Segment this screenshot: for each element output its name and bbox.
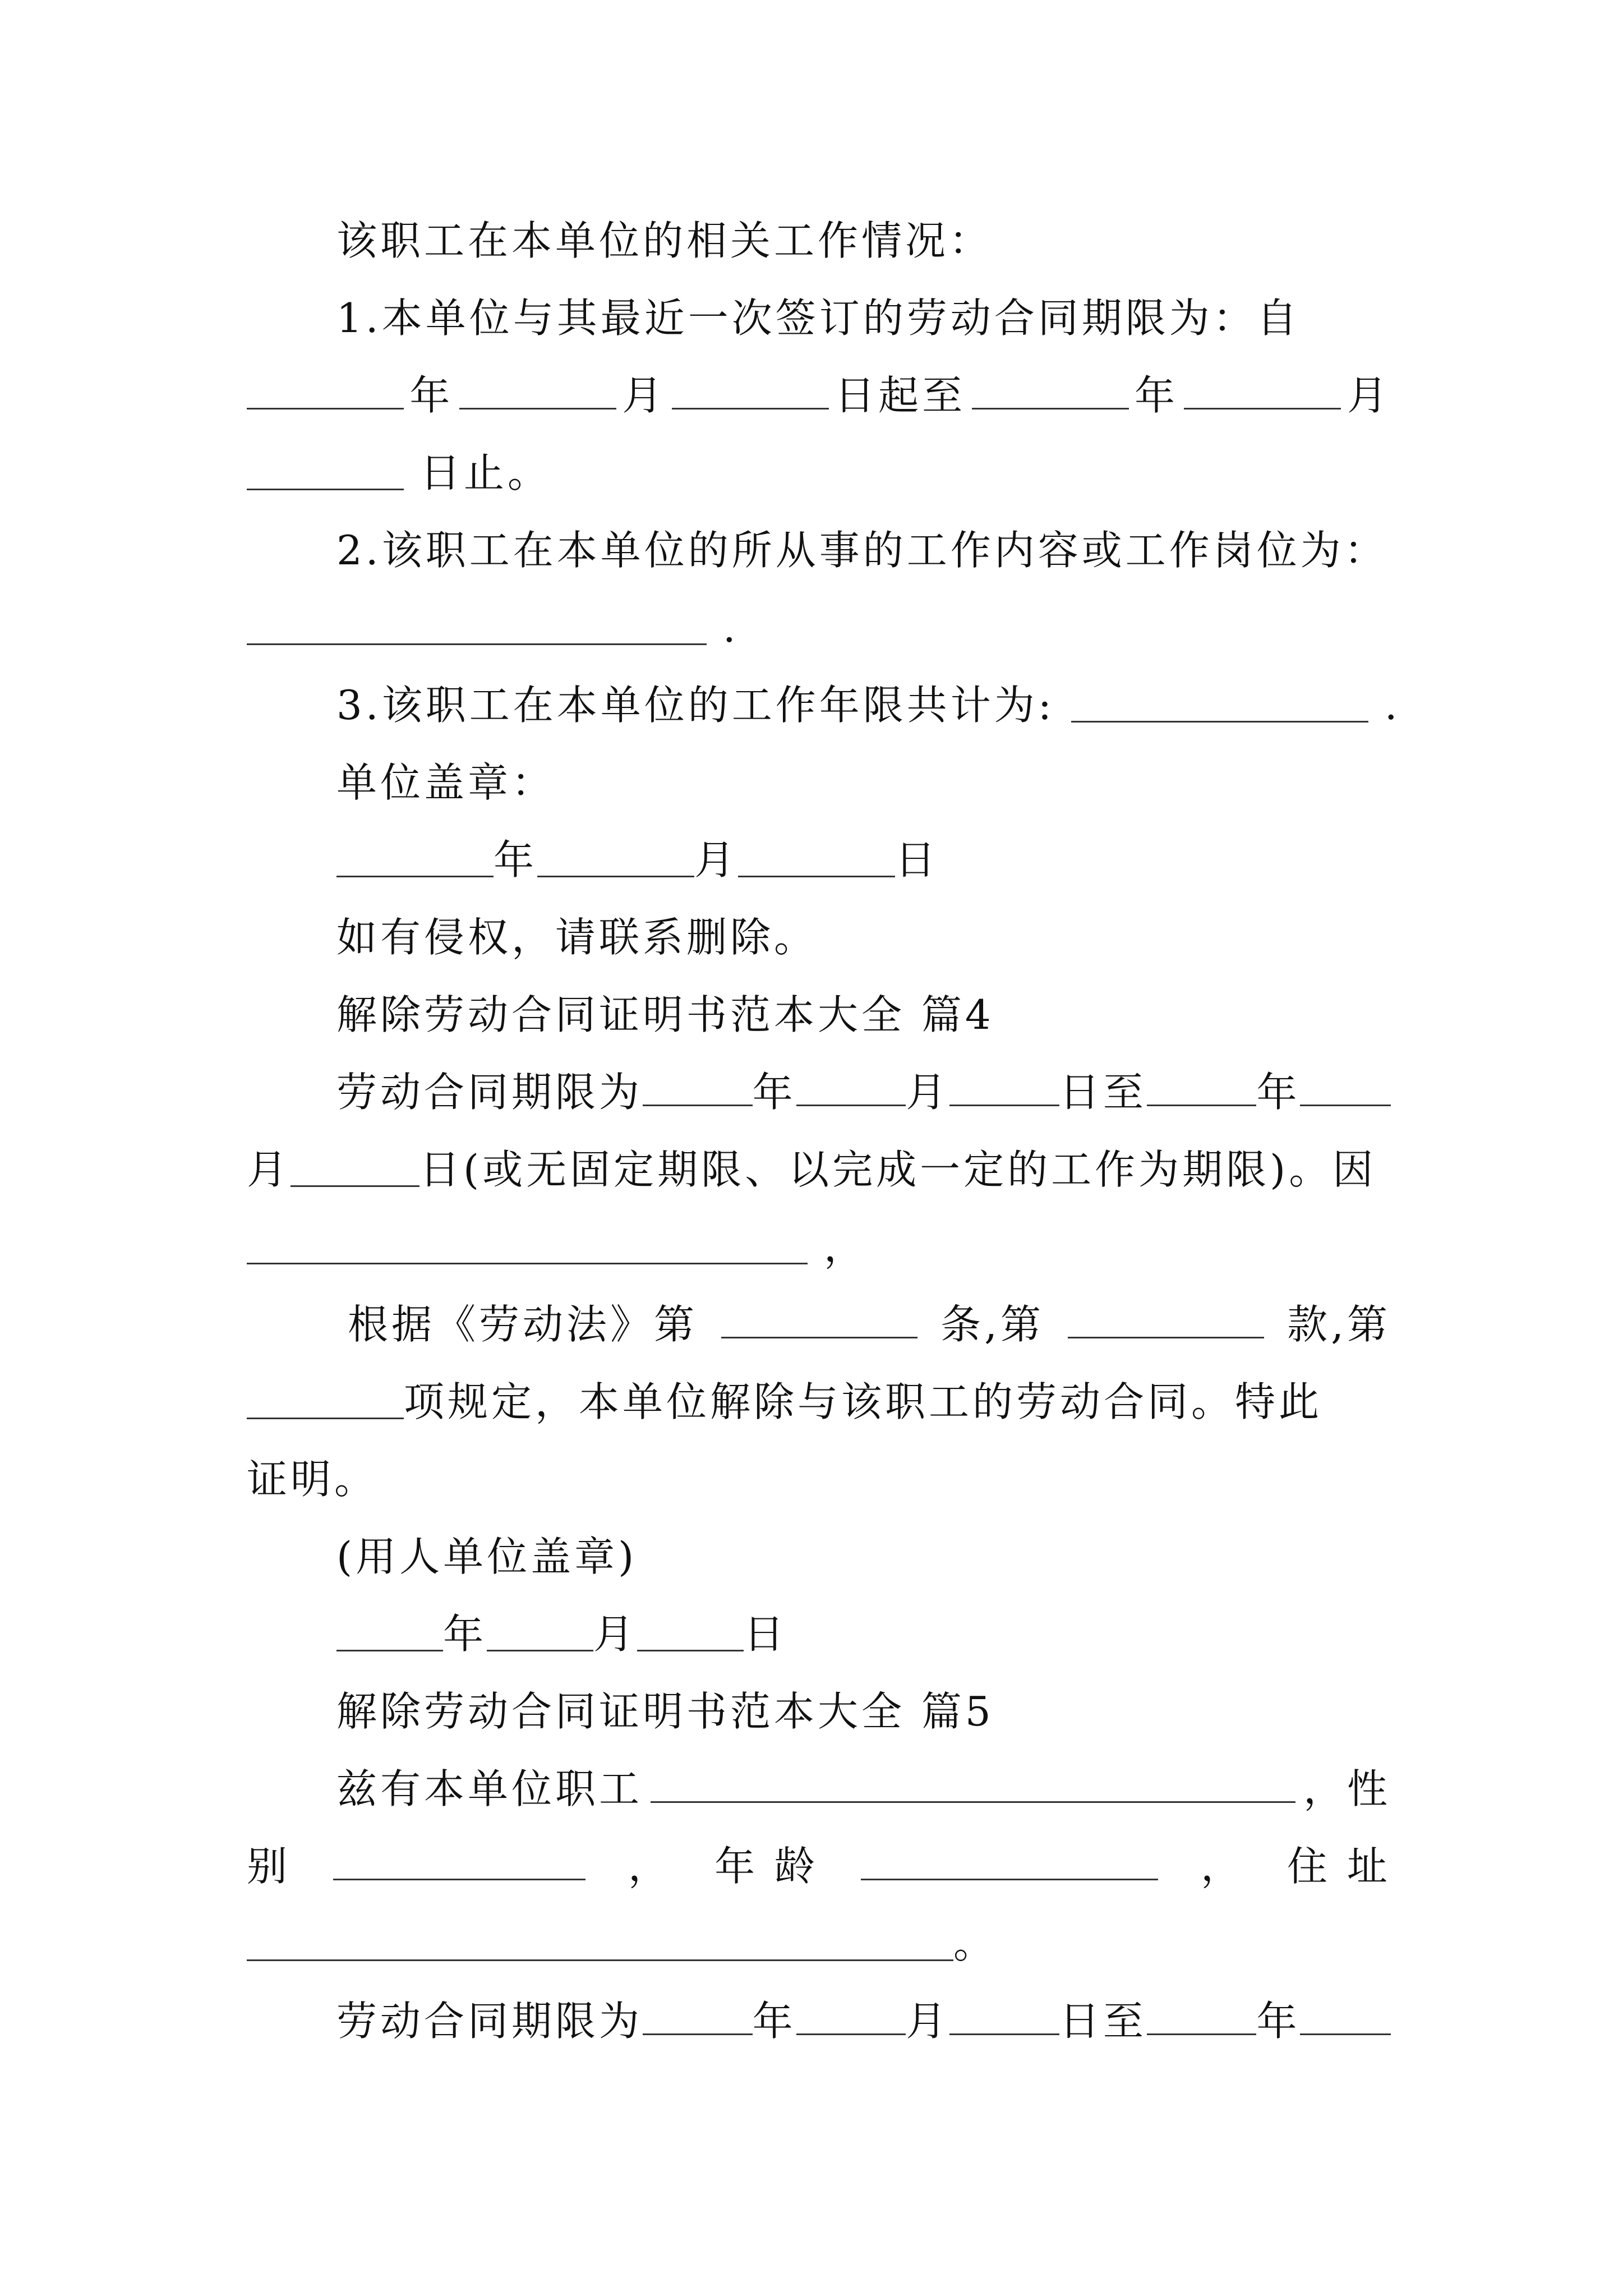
doc-line-contract-dates	[247, 357, 1391, 434]
label-month: 月	[906, 1069, 950, 1116]
label-tiao: 条,第	[940, 1301, 1044, 1348]
comma: ，	[1201, 1843, 1245, 1890]
address-label: 住 址	[1287, 1843, 1391, 1890]
label-year: 年	[1256, 1998, 1301, 2045]
blank-field[interactable]	[333, 1839, 585, 1880]
employer-seal-label: (用人单位盖章)	[336, 1533, 638, 1580]
copyright-notice: 如有侵权，请联系删除。	[336, 914, 818, 961]
label-day: 日	[895, 836, 939, 884]
blank-field[interactable]	[861, 1839, 1158, 1880]
intro-text: 该职工在本单位的相关工作情况：	[336, 217, 993, 264]
doc-line-law-basis-cont	[247, 1363, 1391, 1441]
doc-line-intro	[247, 202, 1391, 279]
doc-line-employer-seal	[247, 1518, 1391, 1595]
doc-line-clause-1	[247, 279, 1391, 357]
doc-line-seal-date-4	[247, 1595, 1391, 1673]
label-month: 月	[906, 1998, 950, 2045]
comma: ，	[628, 1843, 672, 1890]
gender-prefix: ，性	[1303, 1765, 1391, 1812]
blank-field[interactable]	[637, 1611, 744, 1651]
blank-field[interactable]	[487, 1611, 593, 1651]
label-month: 月	[593, 1611, 638, 1658]
term-rest: 日(或无固定期限、以完成一定的工作为期限)。因	[419, 1146, 1377, 1193]
doc-line-clause-3	[247, 666, 1401, 744]
section-heading: 解除劳动合同证明书范本大全 篇4	[336, 991, 994, 1038]
blank-field[interactable]	[291, 1146, 419, 1187]
doc-line-reason-blank	[247, 1208, 1391, 1286]
blank-field[interactable]	[336, 1611, 443, 1651]
blank-field[interactable]	[643, 1994, 753, 2035]
period: .	[722, 604, 739, 651]
doc-line-term-4	[247, 1053, 1391, 1131]
age-label: 年 龄	[714, 1843, 818, 1890]
blank-field[interactable]	[247, 1920, 953, 1961]
label-year: 年	[443, 1611, 487, 1658]
unit-seal-label: 单位盖章：	[336, 759, 556, 806]
clause-2-text: 2.该职工在本单位的所从事的工作内容或工作岗位为：	[336, 527, 1388, 574]
doc-line-law-basis	[247, 1286, 1391, 1363]
section-heading: 解除劳动合同证明书范本大全 篇5	[336, 1688, 994, 1735]
doc-line-clause-2	[247, 512, 1391, 589]
blank-field[interactable]	[247, 369, 404, 409]
blank-field[interactable]	[1147, 1065, 1257, 1106]
label-day-to: 日至	[1059, 1998, 1147, 2045]
blank-field[interactable]	[1184, 369, 1341, 409]
blank-field[interactable]	[949, 1994, 1059, 2035]
blank-field[interactable]	[247, 1378, 404, 1419]
label-year: 年	[409, 372, 454, 419]
label-month: 月	[622, 372, 666, 419]
label-year: 年	[494, 836, 538, 884]
term-label: 劳动合同期限为	[336, 1069, 643, 1116]
doc-line-unit-seal	[247, 744, 1391, 821]
gender-label: 别	[247, 1843, 291, 1890]
clause-3-text: 3.该职工在本单位的工作年限共计为:	[336, 682, 1055, 729]
doc-line-gender-age-address	[247, 1828, 1391, 1905]
label-year: 年	[1135, 372, 1179, 419]
blank-field[interactable]	[796, 1065, 906, 1106]
label-day-end: 日止。	[419, 449, 551, 496]
label-day: 日	[744, 1611, 788, 1658]
blank-field[interactable]	[247, 1223, 808, 1264]
doc-line-job-blank	[247, 589, 1391, 666]
blank-field[interactable]	[1071, 682, 1368, 723]
doc-line-notice	[247, 899, 1391, 976]
doc-line-end-date	[247, 434, 1391, 512]
blank-field[interactable]	[796, 1994, 906, 2035]
blank-field[interactable]	[1068, 1297, 1264, 1338]
doc-line-heading-4	[247, 976, 1391, 1053]
blank-field[interactable]	[247, 604, 707, 645]
label-kuan: 款,第	[1287, 1301, 1391, 1348]
blank-field[interactable]	[1300, 1994, 1391, 2035]
label-month: 月	[694, 836, 739, 884]
label-day-to: 日至	[1059, 1069, 1147, 1116]
blank-field[interactable]	[643, 1065, 753, 1106]
law-label: 根据《劳动法》第	[348, 1301, 698, 1348]
clause-1-text: 1.本单位与其最近一次签订的劳动合同期限为：自	[336, 295, 1301, 342]
period: .	[1384, 682, 1401, 729]
blank-field[interactable]	[537, 836, 694, 877]
doc-line-seal-date	[247, 821, 1391, 899]
blank-field[interactable]	[1300, 1065, 1391, 1106]
label-year: 年	[752, 1998, 796, 2045]
doc-line-term-5	[247, 1982, 1391, 2060]
label-month: 月	[247, 1146, 291, 1193]
doc-line-certify	[247, 1441, 1391, 1518]
blank-field[interactable]	[1147, 1994, 1257, 2035]
blank-field[interactable]	[651, 1762, 1295, 1803]
blank-field[interactable]	[336, 836, 494, 877]
doc-line-employee	[247, 1750, 1391, 1828]
label-year: 年	[752, 1069, 796, 1116]
blank-field[interactable]	[738, 836, 895, 877]
certify-text: 证明。	[247, 1456, 379, 1503]
label-year: 年	[1256, 1069, 1301, 1116]
blank-field[interactable]	[459, 369, 616, 409]
label-month: 月	[1347, 372, 1391, 419]
blank-field[interactable]	[949, 1065, 1059, 1106]
blank-field[interactable]	[672, 369, 829, 409]
term-label: 劳动合同期限为	[336, 1998, 643, 2045]
blank-field[interactable]	[972, 369, 1129, 409]
employee-label: 兹有本单位职工	[336, 1765, 643, 1812]
blank-field[interactable]	[247, 449, 404, 490]
doc-line-address-blank	[247, 1905, 1391, 1982]
doc-line-term-4-cont	[247, 1131, 1391, 1208]
termination-text: 项规定，本单位解除与该职工的劳动合同。特此	[404, 1378, 1323, 1425]
doc-line-heading-5	[247, 1673, 1391, 1750]
blank-field[interactable]	[721, 1297, 917, 1338]
label-day-from: 日起至	[834, 372, 966, 419]
comma: ，	[823, 1223, 868, 1271]
full-stop: 。	[953, 1920, 998, 1967]
